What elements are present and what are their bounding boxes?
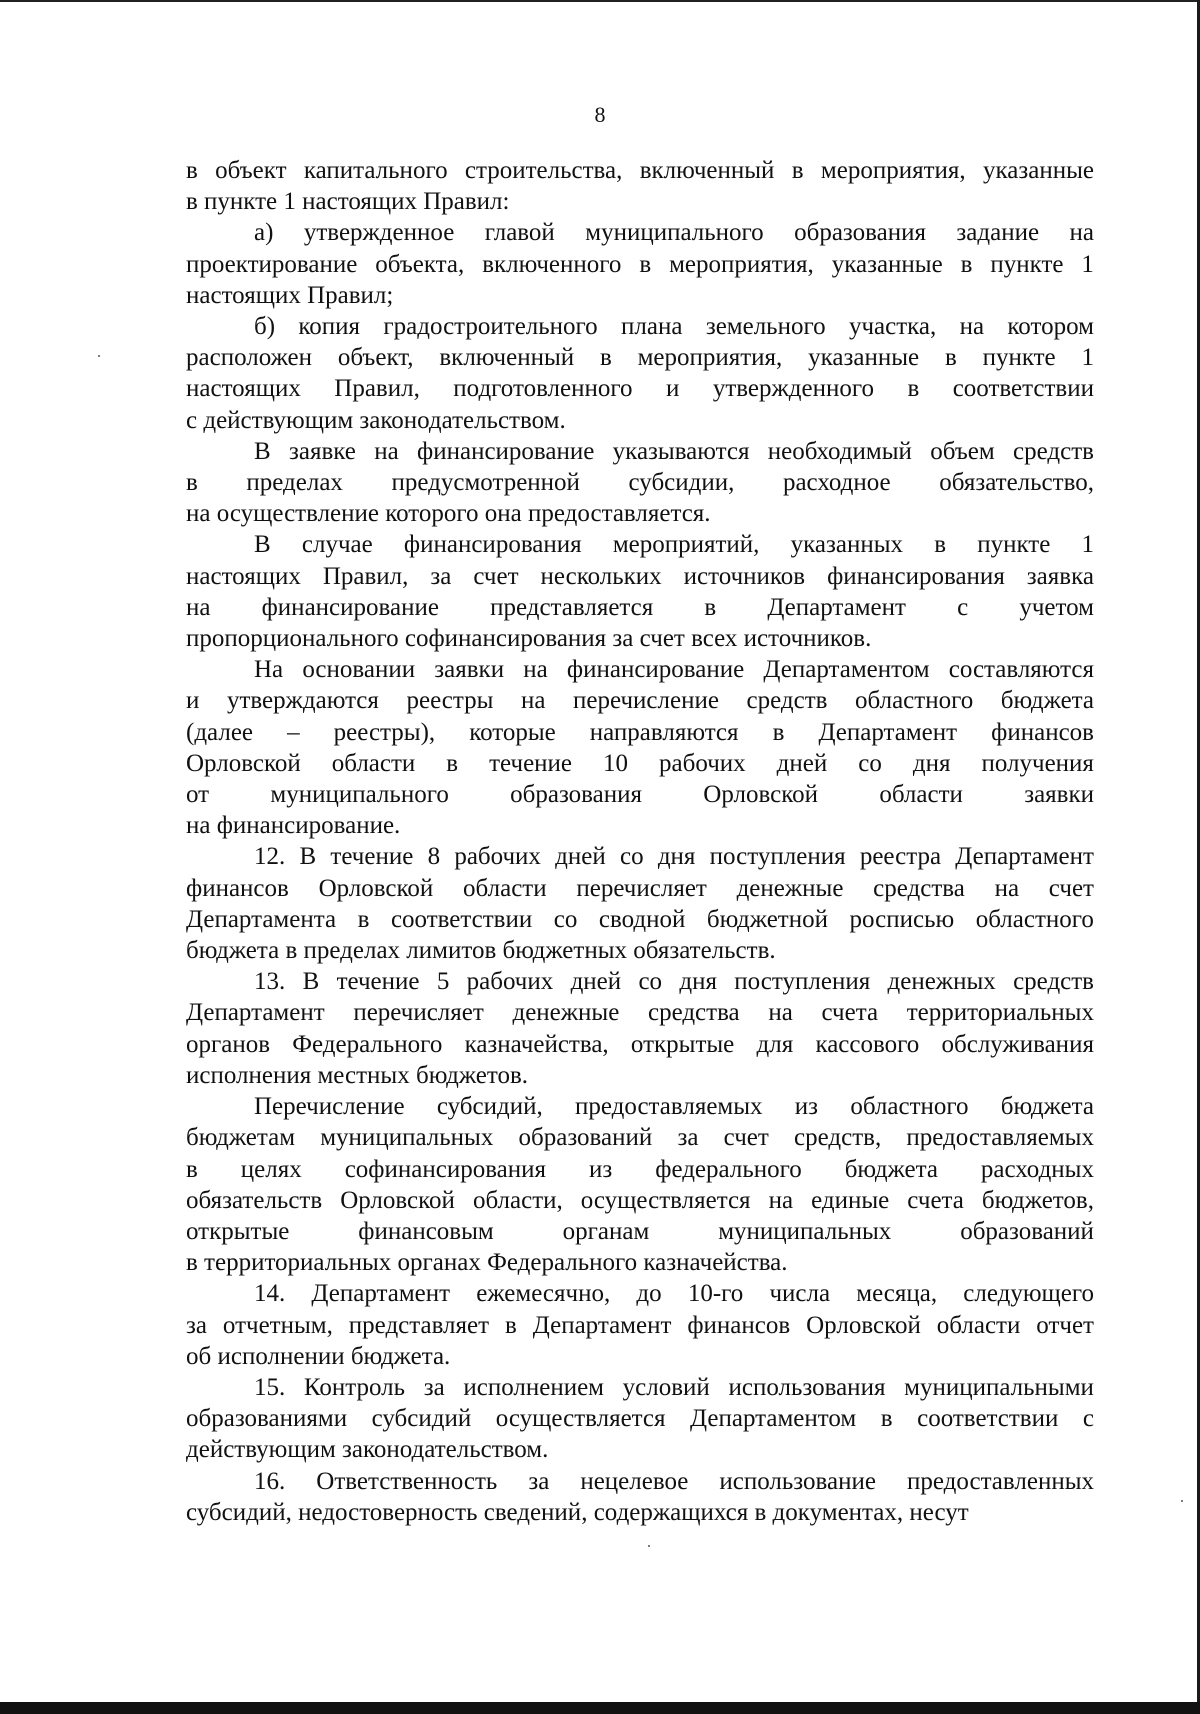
paragraph bbox=[186, 1278, 1094, 1372]
text-line: бюджета в пределах лимитов бюджетных обязательств. bbox=[186, 937, 776, 965]
paragraph bbox=[186, 217, 1094, 311]
text-line: открытые финансовым органам муниципальных образований bbox=[186, 1217, 1094, 1245]
text-line: в объект капитального строительства, включенный в мероприятия, указанные bbox=[186, 157, 1094, 184]
text-line: В заявке на финансирование указываются необходимый объем средств bbox=[254, 437, 1094, 465]
paragraph bbox=[186, 1372, 1094, 1466]
text-line: на финансирование представляется в Департамент с учетом bbox=[186, 593, 1094, 621]
paragraph bbox=[186, 966, 1094, 1091]
text-line: исполнения местных бюджетов. bbox=[186, 1061, 529, 1089]
document-body bbox=[186, 155, 1094, 1528]
text-line: Департамента в соответствии со сводной бюджетной росписью областного bbox=[186, 905, 1094, 933]
text-line: об исполнении бюджета. bbox=[186, 1342, 451, 1370]
text-line: на осуществление которого она предоставляется. bbox=[186, 500, 711, 528]
text-line: настоящих Правил, подготовленного и утвержденного в соответствии bbox=[186, 375, 1094, 403]
text-line: 13. В течение 5 рабочих дней со дня поступления денежных средств bbox=[254, 968, 1094, 996]
text-line: за отчетным, представляет в Департамент финансов Орловской области отчет bbox=[186, 1311, 1094, 1339]
text-line: органов Федерального казначейства, открытые для кассового обслуживания bbox=[186, 1030, 1094, 1058]
text-line: обязательств Орловской области, осуществляется на единые счета бюджетов, bbox=[186, 1186, 1094, 1214]
page-number: 8 bbox=[594, 102, 606, 127]
paragraph bbox=[186, 436, 1094, 530]
text-line: от муниципального образования Орловской области заявки bbox=[186, 781, 1094, 809]
paragraph bbox=[186, 841, 1094, 966]
scan-speck bbox=[648, 1545, 650, 1547]
text-line: 15. Контроль за исполнением условий использования муниципальными bbox=[254, 1373, 1094, 1401]
paragraph bbox=[186, 1466, 1094, 1528]
text-line: настоящих Правил; bbox=[186, 281, 394, 309]
scan-speck bbox=[1181, 1500, 1183, 1502]
paragraph bbox=[186, 1091, 1094, 1278]
text-line: Орловской области в течение 10 рабочих дней со дня получения bbox=[186, 749, 1094, 777]
text-line: в целях софинансирования из федерального бюджета расходных bbox=[186, 1155, 1094, 1183]
text-line: субсидий, недостоверность сведений, содержащихся в документах, несут bbox=[186, 1498, 969, 1526]
scan-speck bbox=[98, 355, 100, 357]
text-line: б) копия градостроительного плана земельного участка, на котором bbox=[254, 313, 1094, 341]
text-line: в территориальных органах Федерального казначейства. bbox=[186, 1249, 788, 1277]
scan-edge-bottom bbox=[0, 1702, 1200, 1714]
text-line: На основании заявки на финансирование Департаментом составляются bbox=[254, 656, 1094, 684]
paragraph bbox=[186, 155, 1094, 217]
paragraph bbox=[186, 654, 1094, 841]
paragraph bbox=[186, 529, 1094, 654]
text-line: (далее – реестры), которые направляются в Департамент финансов bbox=[186, 718, 1094, 746]
text-line: 12. В течение 8 рабочих дней со дня поступления реестра Департамент bbox=[254, 843, 1094, 871]
text-line: В случае финансирования мероприятий, указанных в пункте 1 bbox=[254, 531, 1094, 559]
text-line: пропорционального софинансирования за счет всех источников. bbox=[186, 625, 872, 653]
text-line: и утверждаются реестры на перечисление средств областного бюджета bbox=[186, 687, 1094, 715]
text-line: расположен объект, включенный в мероприятия, указанные в пункте 1 bbox=[186, 344, 1094, 372]
text-line: Перечисление субсидий, предоставляемых из областного бюджета bbox=[254, 1093, 1094, 1121]
text-line: бюджетам муниципальных образований за счет средств, предоставляемых bbox=[186, 1124, 1094, 1152]
text-line: образованиями субсидий осуществляется Департаментом в соответствии с bbox=[186, 1405, 1094, 1433]
text-line: а) утвержденное главой муниципального образования задание на bbox=[254, 219, 1094, 247]
text-line: на финансирование. bbox=[186, 812, 401, 840]
text-line: действующим законодательством. bbox=[186, 1436, 549, 1464]
text-line: настоящих Правил, за счет нескольких источников финансирования заявка bbox=[186, 562, 1094, 590]
scan-edge-top bbox=[0, 0, 1200, 2]
text-line: 16. Ответственность за нецелевое использование предоставленных bbox=[254, 1467, 1094, 1495]
paragraph bbox=[186, 311, 1094, 436]
text-line: 14. Департамент ежемесячно, до 10-го числа месяца, следующего bbox=[254, 1280, 1094, 1308]
text-line: Департамент перечисляет денежные средства на счета территориальных bbox=[186, 999, 1094, 1027]
text-line: финансов Орловской области перечисляет денежные средства на счет bbox=[186, 874, 1094, 902]
text-line: в пункте 1 настоящих Правил: bbox=[186, 188, 510, 216]
text-line: с действующим законодательством. bbox=[186, 406, 566, 434]
text-line: проектирование объекта, включенного в мероприятия, указанные в пункте 1 bbox=[186, 250, 1094, 278]
text-line: в пределах предусмотренной субсидии, расходное обязательство, bbox=[186, 469, 1094, 497]
